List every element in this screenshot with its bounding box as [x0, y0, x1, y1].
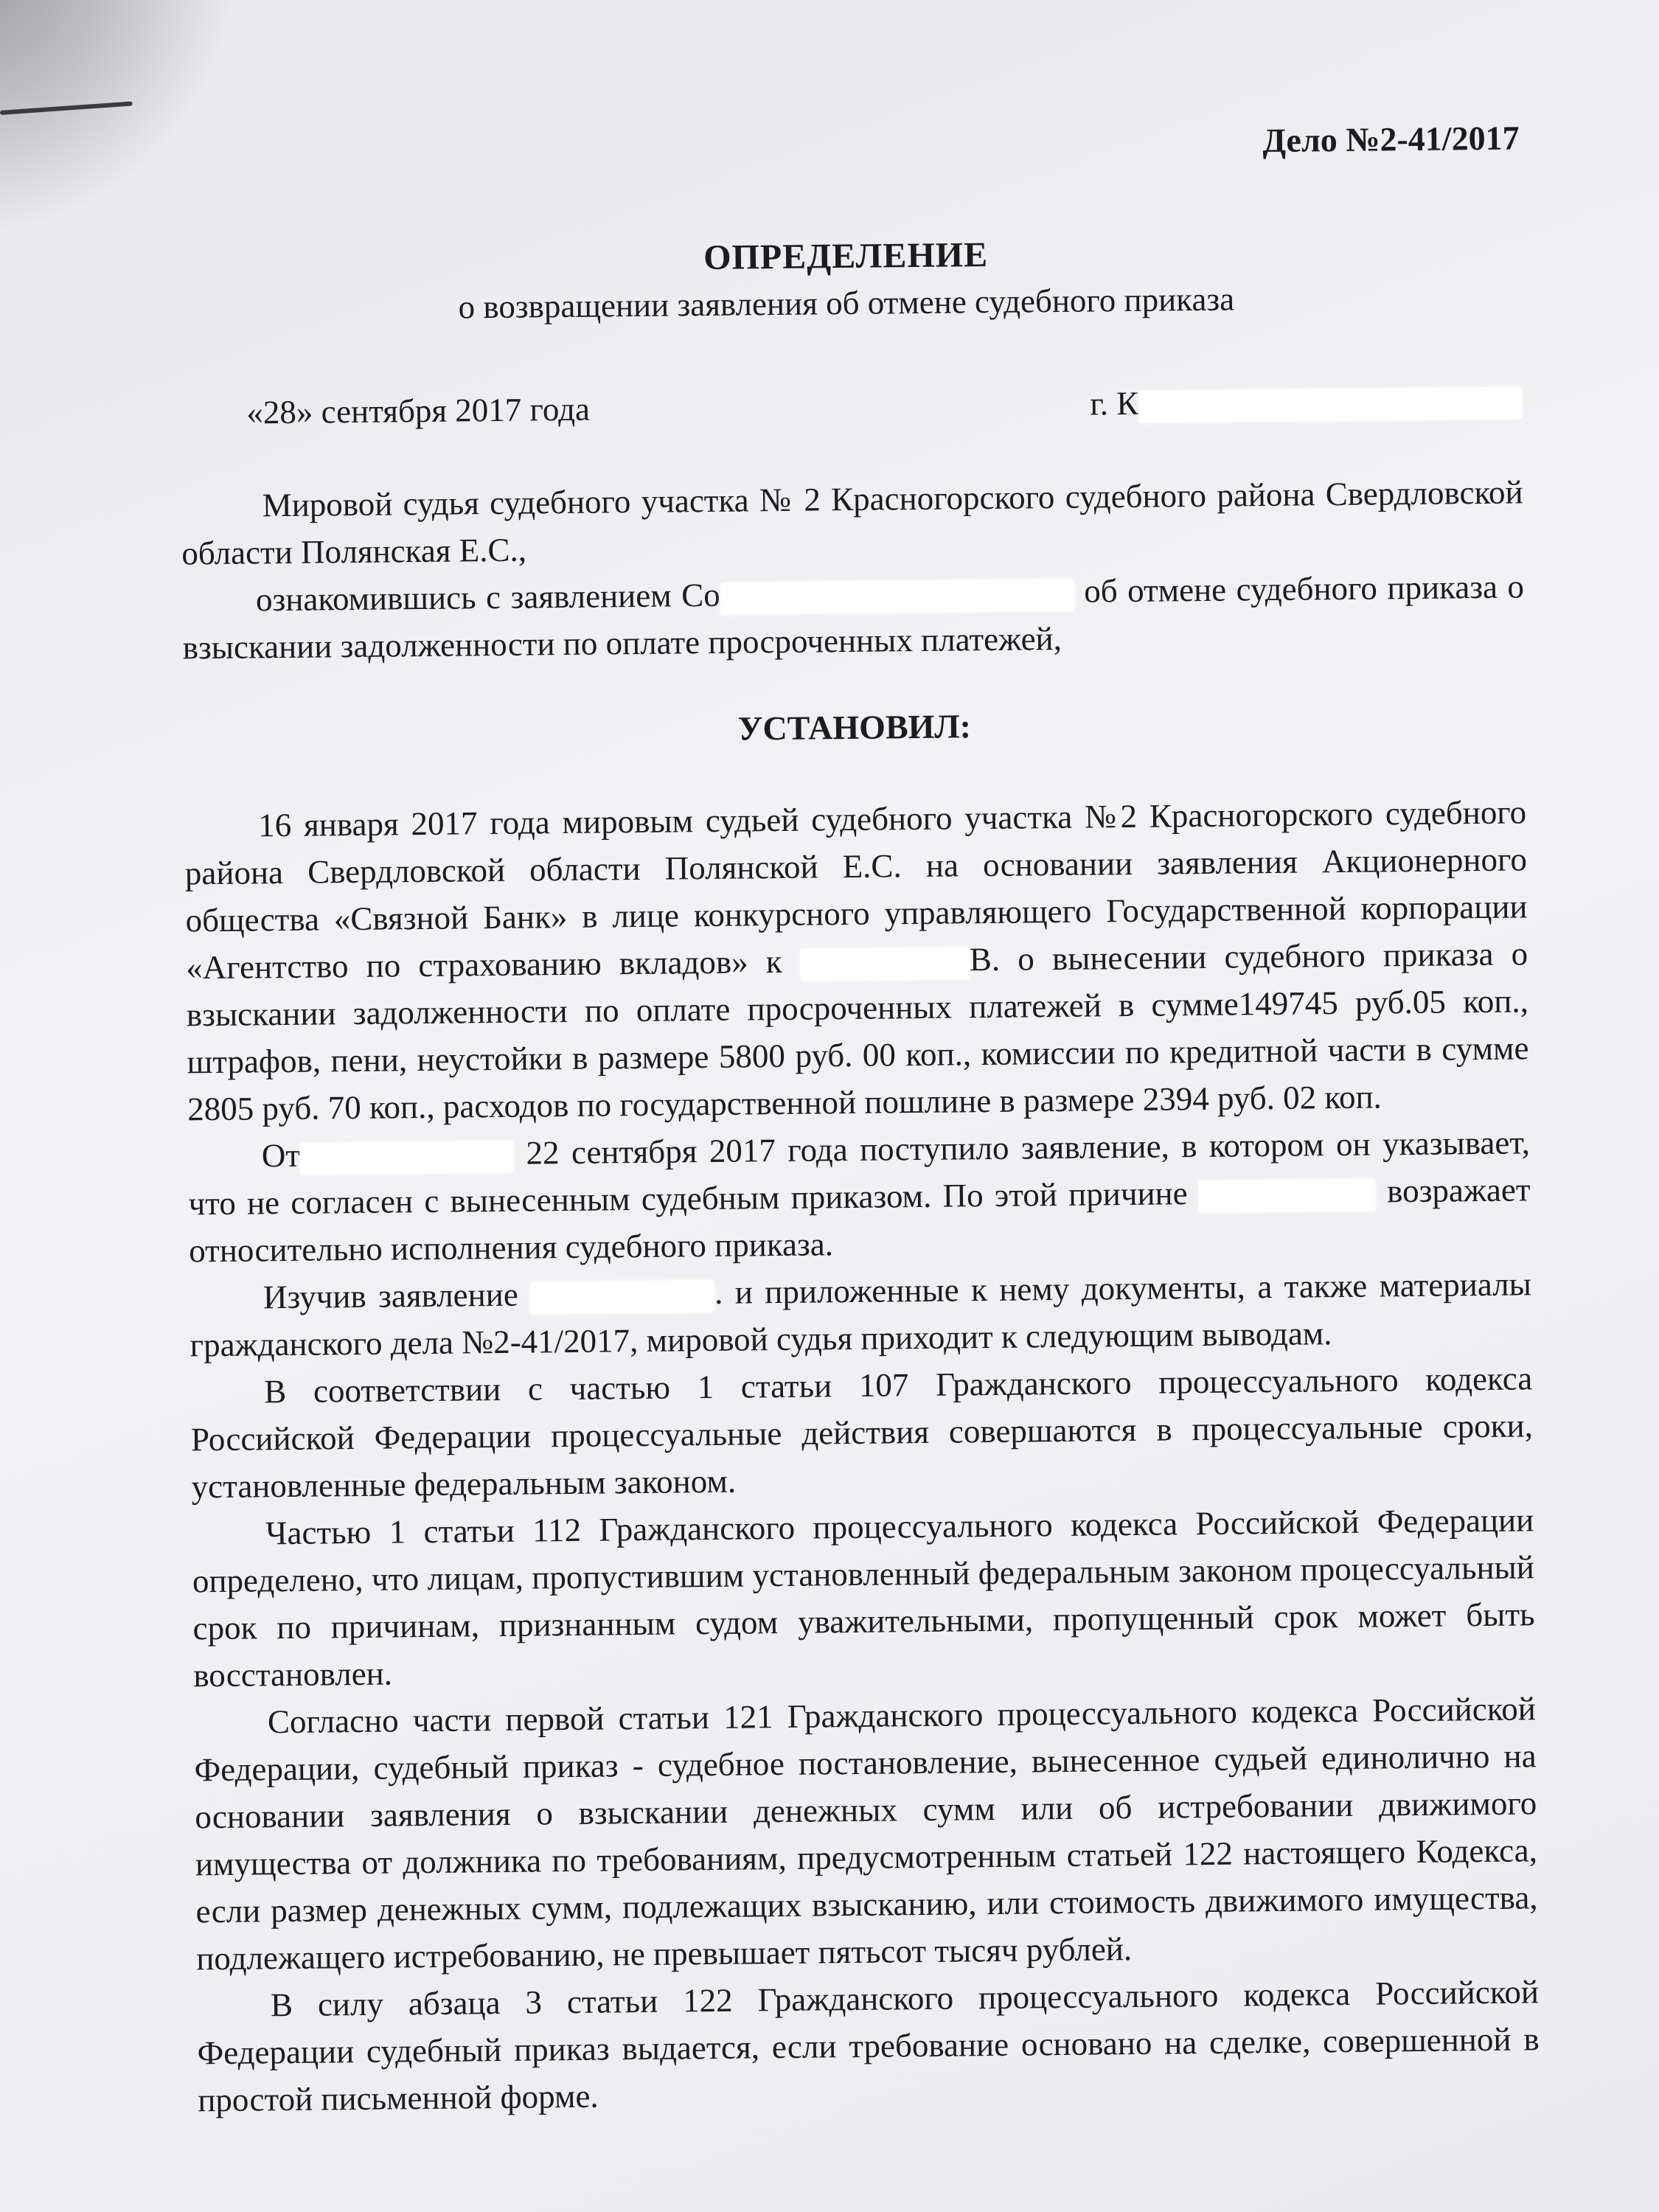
paragraph-6: Согласно части первой статьи 121 Гражданского процессуального кодекса Российской Федерации, судебный приказ - судебное постановление, вынесенное судьей единолично на основании заявления о взыскании денежных сумм или об истребовании движимого имущества от должника по требованиям, предусмотренным статьей 122 настоящего Кодекса, если размер денежных сумм, подлежащих взысканию, или стоимость движимого имущества, подлежащего истребованию, не превышает пятьсот тысяч рублей. — [194, 1690, 1538, 1978]
intro-paragraph-2 — [182, 563, 1525, 671]
redaction-applicant-3 — [530, 1280, 714, 1315]
paragraph-2-start: От — [261, 1136, 301, 1175]
paragraph-1-start: 16 января 2017 года мировым судьей судебного участка №2 Красногорского судебного района Свердловской области Полянской Е.С. на основании заявления Акционерного общества «Связной Банк» в лице конкурсного управляющего Государственной корпорации «Агентство по страхованию вкладов» к — [184, 793, 1528, 987]
paragraph-1 — [184, 788, 1530, 1133]
document-date: «28» сентября 2017 года — [246, 390, 591, 431]
document-title: ОПРЕДЕЛЕНИЕ — [703, 234, 989, 278]
paragraph-3-start: Изучив заявление — [262, 1276, 519, 1316]
intro-paragraph-2-end: об отмене судебного приказа о взыскании задолженности по оплате просроченных платежей, — [182, 568, 1525, 667]
paragraph-2-middle: 22 сентября 2017 года поступило заявление, в котором он указывает, что не согласен с вынесенным судебным приказом. По этой причине — [188, 1124, 1531, 1222]
intro-paragraph-1: Мировой судья судебного участка № 2 Красногорского судебного района Свердловской области Полянская Е.С., — [181, 473, 1523, 572]
document-subtitle: о возвращении заявления об отмене судебного приказа — [458, 280, 1235, 326]
section-heading: УСТАНОВИЛ: — [737, 707, 972, 748]
paragraph-2-end: возражает относительно исполнения судебного приказа. — [188, 1171, 1531, 1270]
paragraph-4: В соответствии с частью 1 статьи 107 Гражданского процессуального кодекса Российской Федерации процессуальные действия совершаются в процессуальные сроки, установленные федеральным законом. — [190, 1360, 1534, 1506]
redaction-name — [720, 578, 1074, 614]
redaction-debtor — [800, 947, 970, 981]
paragraph-3 — [189, 1260, 1532, 1368]
paragraph-1-end: В. о вынесении судебного приказа о взыскании задолженности по оплате просроченных платежей в сумме149745 руб.05 коп., штрафов, пени, неустойки в размере 5800 руб. 00 коп., комиссии по кредитной части в сумме 2805 руб. 70 коп., расходов по государственной пошлине в размере 2394 руб. 02 коп. — [186, 935, 1529, 1128]
paragraph-2 — [188, 1119, 1531, 1274]
paragraph-3-end: . и приложенные к нему документы, а также материалы гражданского дела №2-41/2017, мировой судья приходит к следующим выводам. — [189, 1265, 1532, 1364]
redaction-applicant — [300, 1140, 514, 1175]
document-city — [1090, 380, 1522, 423]
document-body — [181, 468, 1540, 2124]
redaction-city — [1138, 386, 1522, 422]
paragraph-7: В силу абзаца 3 статьи 122 Гражданского процессуального кодекса Российской Федерации судебный приказ выдается, если требование основано на сделке, совершенной в простой письменной форме. — [197, 1973, 1540, 2119]
case-number: Дело №2-41/2017 — [1262, 119, 1520, 160]
city-prefix: г. К — [1090, 384, 1139, 422]
document-page — [155, 96, 1556, 2204]
redaction-applicant-2 — [1199, 1178, 1376, 1213]
paragraph-5: Частью 1 статьи 112 Гражданского процессуального кодекса Российской Федерации определено, что лицам, пропустившим установленный федеральным законом процессуальный срок по причинам, признанным судом уважительными, пропущенный срок может быть восстановлен. — [192, 1501, 1535, 1694]
intro-paragraph-2-start: ознакомившись с заявлением Со — [255, 576, 720, 619]
date-line — [246, 380, 1522, 431]
